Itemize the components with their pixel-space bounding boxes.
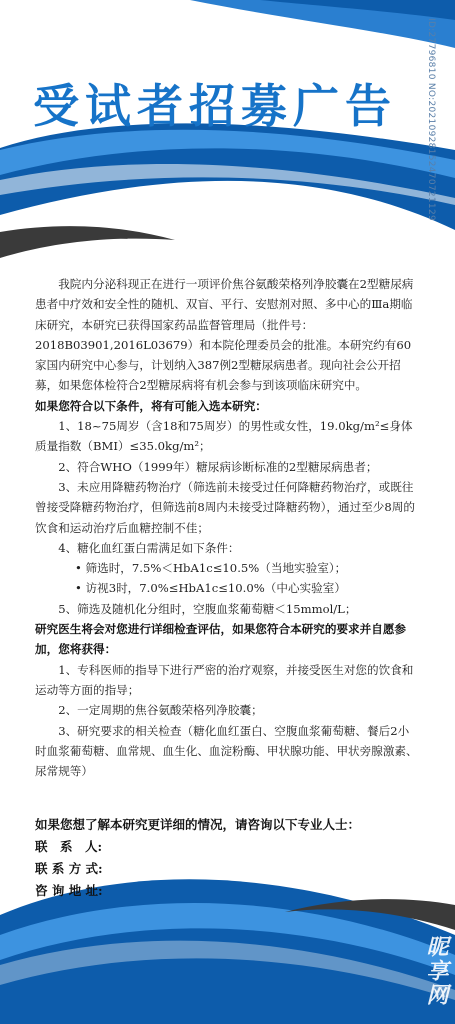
- contact-section: [35, 814, 420, 902]
- contact-method-label: 联 系 方 式:: [35, 861, 103, 876]
- condition-item: 2、符合WHO（1999年）糖尿病诊断标准的2型糖尿病患者；: [58, 459, 378, 474]
- watermark-logo: 昵享网: [423, 935, 448, 1007]
- contact-heading: 如果您想了解本研究更详细的情况，请咨询以下专业人士：: [35, 817, 361, 832]
- condition-item: 5、筛选及随机化分组时，空腹血浆葡萄糖＜15mmol/L；: [58, 601, 357, 616]
- benefit-item: 2、一定周期的焦谷氨酸荣格列净胶囊；: [58, 703, 263, 718]
- poster-title: 受试者招募广告: [33, 79, 397, 133]
- hba1c-bullet: • 访视3时，7.0%≤HbA1c≤10.0%（中心实验室）: [75, 581, 346, 596]
- contact-person-label: 联 系 人:: [35, 839, 103, 854]
- watermark-url: www.nipic.cn: [424, 800, 438, 902]
- image-id-text: ID:27796810 NO:20210928152470721129: [426, 18, 436, 221]
- conditions-heading: 如果您符合以下条件，将有可能入选本研究：: [35, 398, 267, 413]
- condition-item: 3、未应用降糖药物治疗（筛选前未接受过任何降糖药物治疗，或既往曾接受降糖药物治疗，但筛选前8周内未接受过降糖药物），通过至少8周的饮食和运动治疗后血糖控制不佳；: [35, 479, 415, 535]
- intro-paragraph: 我院内分泌科现正在进行一项评价焦谷氨酸荣格列净胶囊在2型糖尿病患者中疗效和安全性的随机、双盲、平行、安慰剂对照、多中心的Ⅲa期临床研究，本研究已获得国家药品监督管理局（批件号：2018B03901,2016L03679）和本院伦理委员会的批准。本研究约有60家国内研究中心参与，计划纳入387例2型糖尿病患者。现向社会公开招募，如果您体检符合2型糖尿病将有机会参与到该项临床研究中。: [35, 277, 414, 393]
- poster-body: [35, 274, 420, 781]
- benefits-heading: 研究医生将会对您进行详细检查评估，如果您符合本研究的要求并自愿参加，您将获得：: [35, 622, 407, 657]
- benefit-item: 3、研究要求的相关检查（糖化血红蛋白、空腹血浆葡萄糖、餐后2小时血浆葡萄糖、血常规、血生化、血淀粉酶、甲状腺功能、甲状旁腺激素、尿常规等）: [35, 723, 418, 779]
- contact-address-label: 咨 询 地 址:: [35, 883, 103, 898]
- benefit-item: 1、专科医师的指导下进行严密的治疗观察，并接受医生对您的饮食和运动等方面的指导；: [35, 662, 414, 697]
- condition-item: 1、18~75周岁（含18和75周岁）的男性或女性，19.0kg/m²≤身体质量指数（BMI）≤35.0kg/m²；: [35, 419, 413, 454]
- hba1c-bullet: • 筛选时，7.5%＜HbA1c≤10.5%（当地实验室）；: [75, 561, 347, 576]
- condition-item: 4、糖化血红蛋白需满足如下条件：: [58, 540, 240, 555]
